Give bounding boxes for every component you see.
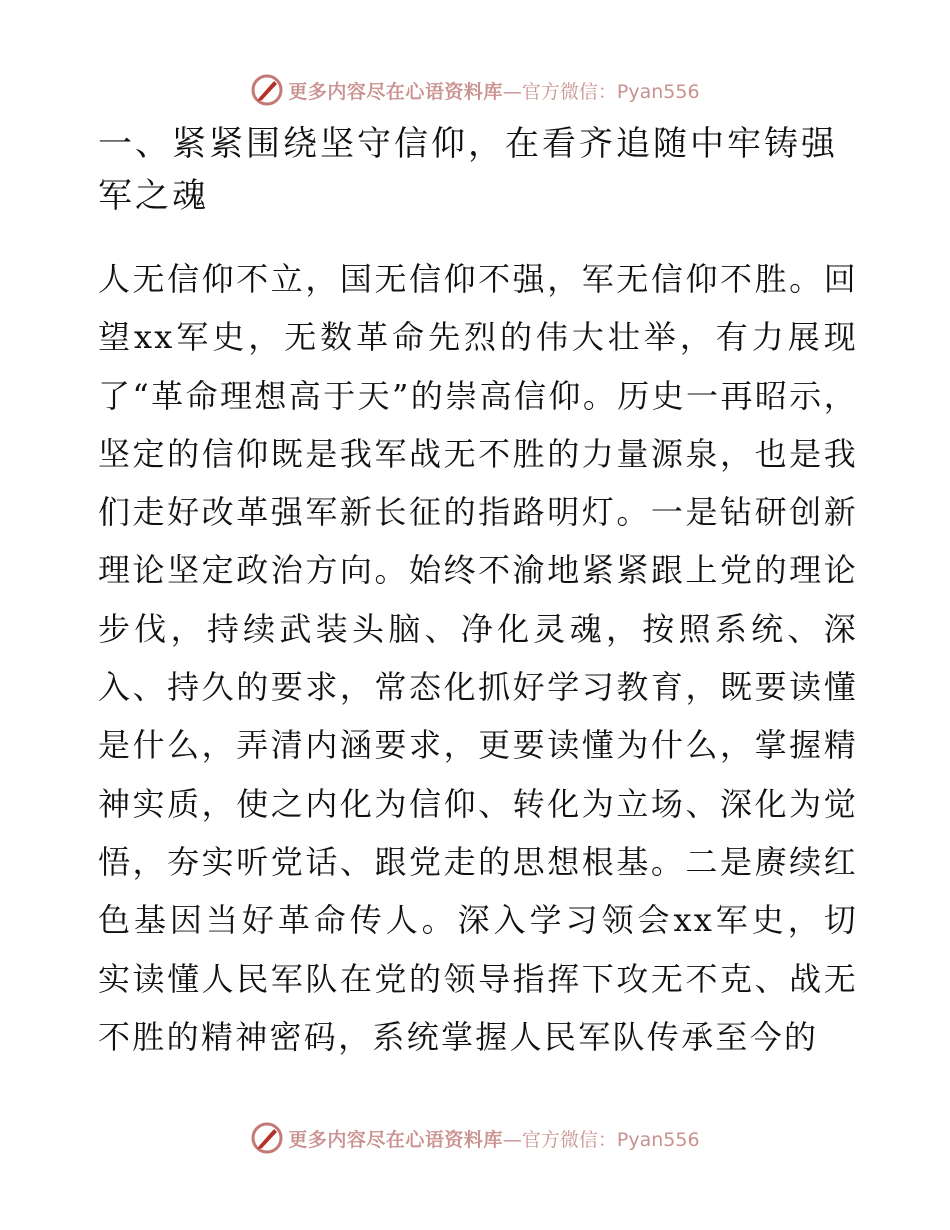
watermark-contact: —官方微信：Pyan556 — [502, 80, 700, 103]
body-paragraph: 人无信仰不立，国无信仰不强，军无信仰不胜。回望xx军史，无数革命先烈的伟大壮举，有力展现了“革命理想高于天”的崇高信仰。历史一再昭示，坚定的信仰既是我军战无不胜的力量源泉，也是我们走好改革强军新长征的指路明灯。一是钻研创新理论坚定政治方向。始终不渝地紧紧跟上党的理论步伐，持续武装头脑、净化灵魂，按照系统、深入、持久的要求，常态化抓好学习教育，既要读懂是什么，弄清内涵要求，更要读懂为什么，掌握精神实质，使之内化为信仰、转化为立场、深化为觉悟，夯实听党话、跟党走的思想根基。二是赓续红色基因当好革命传人。深入学习领会xx军史，切实读懂人民军队在党的领导指挥下攻无不克、战无不胜的精神密码，系统掌握人民军队传承至今的 — [98, 260, 858, 1056]
quill-circle-logo-icon — [250, 1121, 284, 1155]
section-heading: 一、紧紧围绕坚守信仰，在看齐追随中牢铸强军之魂 — [98, 124, 838, 216]
watermark-contact: —官方微信：Pyan556 — [502, 1128, 700, 1151]
quill-circle-logo-icon — [250, 73, 284, 107]
header-watermark — [0, 70, 950, 110]
watermark-brand: 更多内容尽在心语资料库 — [288, 80, 503, 103]
footer-watermark — [0, 1118, 950, 1158]
watermark-brand: 更多内容尽在心语资料库 — [288, 1128, 503, 1151]
